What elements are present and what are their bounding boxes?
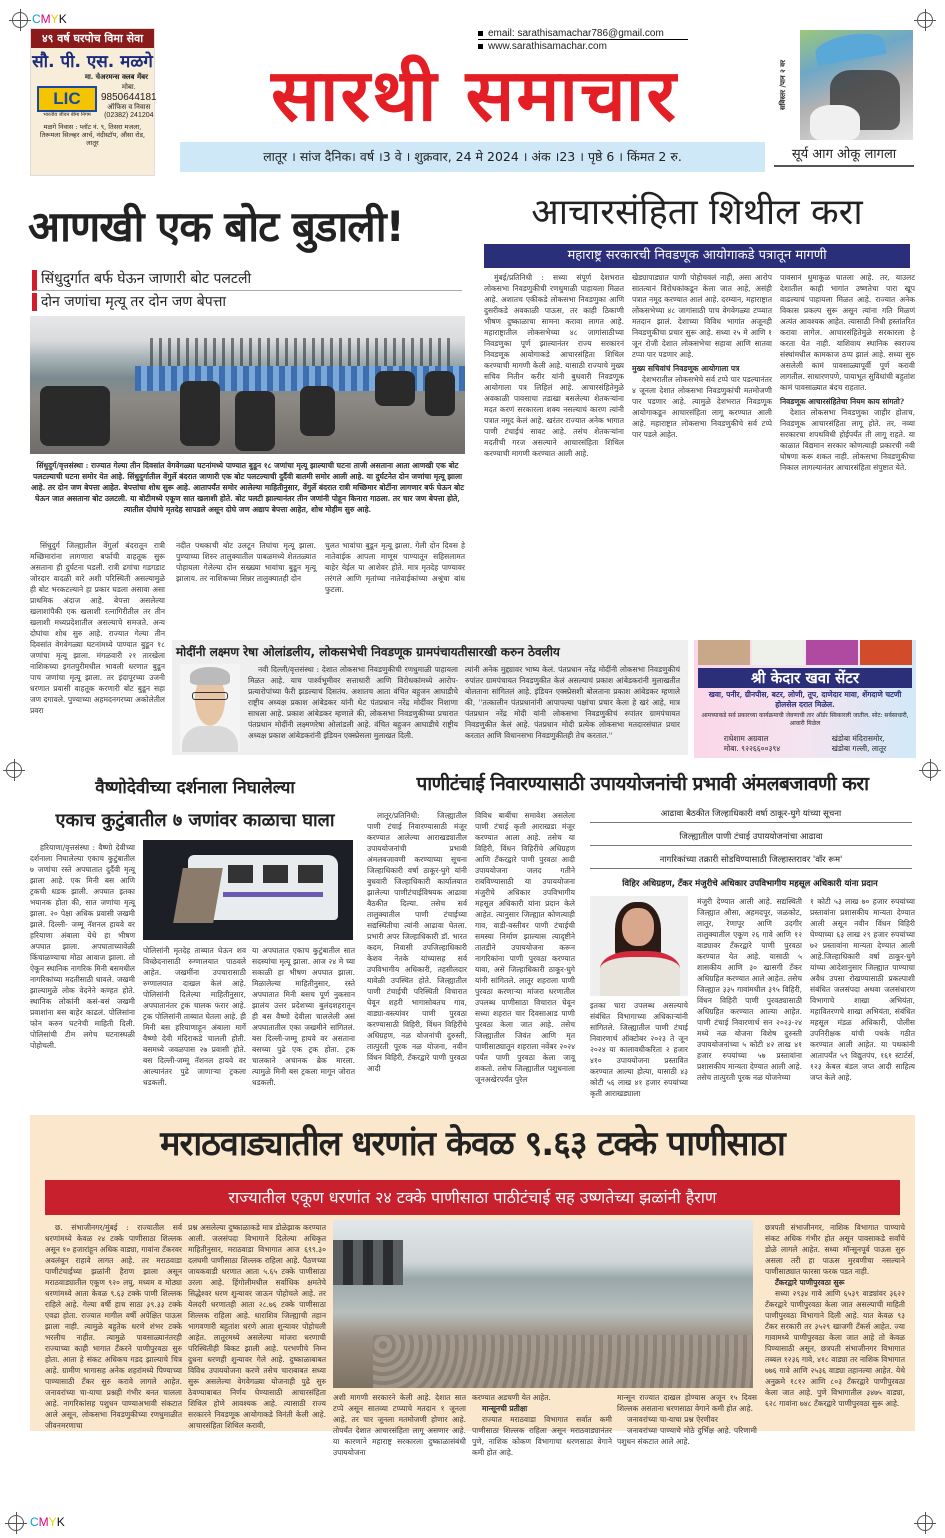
- lead-col-1: सिंधुदुर्ग जिल्ह्यातील वेंगुर्ला बंदरातून रात्री मच्छिमारांना लागणारा बर्फाची वाहतूक सुरू असताना ही दुर्घटना घडली. रात्री ढगांचा गडगडाट जोरदार वादळी वारे अशी परिस्थिती असल्यामुळे ही बोट भरकटल्याने हा प्रकार घडला असावा असा प्राथमिक अंदाज आहे. बेपत्ता असलेल्या खलाशांपैकी एक खलाशी रत्नागिरीतील तर तीन खलाशी मध्यप्रदेशातील असल्याचे समजते. अन्य दोघांचा शोध सुरु आहे. राज्यात गेल्या तीन दिवसांत वेगवेगळ्या घटनांमध्ये पाण्यात बुडून १८ जणांचा मृत्यू झाला. मंगळवारी २१ तारखेला नाशिकच्या इगतपुरीमधील भावली धरणात बुडून पाच जणांचा मृत्यू झाला. तर इंदापूरच्या उजनी धरणात प्रवासी वाहतूक करणारी बोट बुडून सहा जण दगावले. पुण्याच्या अहमदनगरच्या अकोलेतील प्रवरा: [30, 541, 165, 715]
- ad-kedar-title: श्री केदार खवा सेंटर: [698, 668, 912, 688]
- lic-logo-caption: भारतीय जीवन बीमा निगम: [43, 111, 91, 118]
- water-col-5: १ कोटी ५३ लाख ७० हजार रुपयांच्या प्रस्तावांना प्रशासकीय मान्यता देण्यात आली असून नवीन विंधन विहिरी घेण्याच्या ६३ लाख २९ हजार रुपयांच्या ७२ प्रस्तावांना मान्यता देण्यात आली आहे.जिल्हाधिकारी वर्षा ठाकूर-घुगे यांच्या आदेशानुसार जिल्ह्यात पाण्याचा अवैध उपसा रोखण्यासाठी प्रकल्पाशी संबंधित जलसंपदा अथवा जलसंधारण विभागाचे शाखा अभियंता, महावितरणचे शाखा अभियंता, संबंधित महसूल मंडळ अधिकारी, पोलीस उपनिरीक्षक यांची पथके गठीत करण्यात आली आहेत. या पथकांनी आतापर्यंत ५९ विद्युतपंप, १६१ स्टार्टर्स, १२३ केबल बंडल जप्त आदी साहित्य जप्त केले आहे.: [810, 897, 915, 1082]
- modi-story-photo: [180, 664, 240, 752]
- water-point-2: जिल्ह्यातील पाणी टंचाई उपाययोजनांचा आढावा: [590, 828, 912, 846]
- cmyk-mark-bottom: CMYK: [30, 1515, 65, 1529]
- ad-lic-banner: ४९ वर्ष घरपोच विमा सेवा: [31, 29, 154, 48]
- achar-col-3: पावसानं धुमाकूळ घातला आहे. तर, याउलट देशातील काही भागांत उष्णतेचा पारा खूप वाढल्याचं पाहायला मिळत आहे. राज्यात अनेक विकास प्रकल्प सुरू असून त्यांना गति मिळणं अत्यंत आवश्यक आहेत. त्यासाठी निधी हस्तांतरित करावा लागेल. आचारसंहितेमुळे सरकारला हे करता येत नाही. याशिवाय स्थानिक स्वराज्य संस्थांमधील कामकाज ठप्प झालं आहे. सध्या सुरु असलेली कामं पावसाळ्यापूर्वी पूर्ण करावी लागतील. साधारणपणे, पायाभूत सुविधांची बहुतांश कामं पावसाळ्यात बंदच राहतात.: [780, 273, 915, 392]
- water-col-1: लातूर/प्रतिनिधी: जिल्ह्यातील पाणी टंचाई निवारण्यासाठी मंजूर करण्यात आलेल्या आराखड्यातील उपाययोजनांची प्रभावी अंमलबजावणी करण्याच्या सूचना जिल्हाधिकारी वर्षा ठाकूर-घुगे यांनी बुधवारी जिल्हाधिकारी कार्यालयात झालेल्या पाणीटंचाईविषयक आढावा बैठकीत दिल्या. तसेच सर्व तालुक्यातील पाणी टंचाईच्या सद्यस्थितीचा त्यांनी आढावा घेतला. प्रभारी अपर जिल्हाधिकारी डॉ. भारत कदम, निवासी उपजिल्हाधिकारी केशव नेतके यांच्यासह सर्व उपविभागीय अधिकारी, तहसीलदार यावेळी उपस्थित होते. जिल्ह्यातील पाणी टंचाईची परिस्थिती विचारात घेवून शहरी भागासोबतच गाव, वाड्या-वस्त्यांवर पाणी पुरवठा करण्यासाठी विहिरी, विंधन विहिरींचे अधिग्रहण, नळ योजनांची दुरुस्ती, तात्पुरती पूरक नळ योजना, नवीन विंधन विहिरी, टँकरद्वारे पाणी पुरवठा आदी: [367, 811, 467, 1073]
- water-col-2: विविध बाबींचा समावेश असलेला पाणी टंचाई कृती आराखडा मंजूर करण्यात आला आहे. तसेच या विहिरी, विंधन विहिरींचे अधिग्रहण आणि टँकरद्वारे पाणी पुरवठा आदी उपाययोजना जलद गतीने राबविण्यासाठी या उपाययोजना मंजुरीचे अधिकार उपविभागीय महसूल अधिकारी यांना प्रदान केले आहेत. त्यानुसार जिल्ह्यात कोणत्याही गाव, वाडी-वस्तीवर पाणी टंचाईची समस्या निर्माण झाल्यास त्यादृष्टीने तातडीने उपाययोजना करून नागरिकांना पाणी पुरवठा करण्यात यावा, असे जिल्हाधिकारी ठाकूर-घुगे यांनी सांगितले. लातूर शहराला पाणी पुरवठा करणाऱ्या मांजरा धरणातील उपलब्ध पाणीसाठा विचारात घेवून सध्या शहरात चार दिवसाआड पाणी पुरवठा केला जात आहे. तसेच जिल्ह्यातील जिवंत आणि मृत पाणीसाठ्यातून शहराला नवेंबर २०२४ पर्यंत पाणी पुरवठा केला जावू शकतो. तसेच जिल्ह्यातील पशुधनाला जूनअखेरपर्यंत पुरेल: [475, 811, 575, 1084]
- masthead-website[interactable]: www.sarathisamachar.com: [478, 41, 607, 52]
- marathwada-col-3: अशी मागणी सरकारने केली आहे. देशात सात टप्पे असून सातव्या टप्प्याचे मतदान १ जूनला आहे. तर चार जूनला मतमोजणी होणार आहे. तोपर्यंत देशात आचारसंहिता लागू असणार आहे. या कारणाने महाराष्ट्र सरकारला दुष्काळासंबंधी उपाययोजना: [333, 1393, 466, 1457]
- modi-col-2: त्यांनी अनेक मुद्द्यावर भाष्य केलं. पंतप्रधान नरेंद्र मोदींनी लोकसभा निवडणुकीचं रुपांतर ग्रामपंचायत निवडणुकीत केलं असल्याचं प्रकाश आंबेडकरांनी मुलाखतीत बोलताना सांगितलं आहे. इंडियन एक्स्प्रेसशी बोलताना प्रकाश आंबेडकर म्हणाले की, ''तत्कालीन पंतप्रधानांनी आपापल्या पक्षांचा प्रचार केला हे खरं आहे, मात्र पंतप्रधान नरेंद्र मोदी यांनी लोकसभा निवडणुकीचं रुपांतर ग्रामपंचायत निवडणुकीत केलं आहे. पंतप्रधान मोदी प्रत्येक लोकसभा मतदारसंघात प्रचार करतात आणि विधानसभा निवडणुकीतही तेच करतात.'': [465, 665, 680, 740]
- vaishno-col-2: पोलिसांनी मृतदेह ताब्यात घेऊन शव विच्छेदनासाठी रुग्णालयात पाठवले आहेत. जखमींना उपचारासाठी रुग्णालयात दाखल केलं आहे. पोलिसांनी दिलेल्या माहितीनुसार, अपघातानंतर ट्रक चालक फरार आहे. ट्रक पोलिसांनी ताब्यात घेतला आहे. ही मिनी बस हरियाणाहून अंबाला मार्गे वैष्णो देवी मंदिराकडे चालली होती. बसमध्ये जवळपास २७ प्रवासी होते. बस दिल्ली-जम्मू नॅशनल हायवे वर आल्यानंतर पुढे जाणाऱ्या ट्रकला धडकली.: [143, 946, 246, 1087]
- dateline: लातूर । सांज दैनिक। वर्ष ।3 वे । शुक्रवार, 24 मे 2024 । अंक ।23 । पृष्ठे 6 । किंमत 2 रु.: [180, 142, 765, 172]
- vaishno-col-1: हरियाणा/वृत्तसंस्था : वैष्णो देवीच्या दर्शनाला निघालेल्या एकाच कुटुंबातील ७ जणांचा रस्ते अपघातात दुर्दैवी मृत्यू झाला आहे. एक मिनी बस आणि ट्रकची धडक झाली. अपघात इतका भयानक होता की, सात जणांचा मृत्यू झाला. २० पेक्षा अधिक प्रवासी जखमी झाले. दिल्ली- जम्मू नॅशनल हायवे वर हरियाणा अंबाला येथे हा भीषण अपघात झाला. अपघाताच्यावेळी किंचाळण्याचा मोठा आवाज झाला. तो ऐकून स्थानिक नागरिक मिनी बसमधील नागरिकांच्या मदतीसाठी धावले. जखमी झाल्यामुळे लोक वेदनेने कण्हत होते. स्थानिक लोकांनी कसं-बसं जखमी प्रवाशांना बस बाहेर काढलं. पोलिसांना फोन करुन घटनेची माहिती दिली. पोलिसांची टीम लगेच घटनास्थळी पोहोचली.: [30, 843, 135, 1050]
- ad-lic-title: मा. चेअरमन्स क्लब मेंबर: [84, 72, 148, 81]
- marathwada-subheading-fodder: जनावरांच्या चा-याचा प्रश्न ऐरणीवर: [627, 1415, 718, 1424]
- lead-intro: सिंधुदुर्ग/वृत्तसंस्था : राज्यात गेल्या तीन दिवसांत वेगवेगळ्या घटनांमध्ये पाण्यात बुडून १८ जणांचा मृत्यू झाल्याची घटना ताजी असताना आता आणखी एक बोट पलटल्याची घटना समोर येत आहे. सिंधुदुर्गातील वेंगुर्ले बंदरात जाणारी एक बोट पलटल्याची दुर्दैवी बातमी समोर आली आहे. या दुर्घटनेत दोन जणांचा मृत्यू झाला आहे. तर दोन जण बेपत्ता आहेत. बेपत्तांचा शोध सुरू आहे. आतापर्यंत समोर आलेल्या माहितीनुसार, वेंगुर्ले बंदरात रात्री मच्छिमार बोटींना लागणार बर्फ घेऊन बोट घेऊन जात असताना बोट उलटली. या बोटीमध्ये एकूण सात खलाशी होते. बोट पलटी झाल्यानंतर तीन जणांनी पोहून किनारा गाठला. तर चार जण बेपत्ता होते, त्यातील दोघांचे मृतदेह सापडले असून दोघे जण अद्याप बेपत्ता आहेत, शोध मोहीम सुरु आहे.: [30, 461, 465, 514]
- registration-mark-icon: [6, 762, 22, 778]
- teaser-caption[interactable]: सूर्य आग ओकू लागला: [774, 144, 914, 167]
- ad-kedar-items: खवा, पनीर, ग्रीनपीस, बटर, लोणी, तूप, दाणेदार मावा, शेंगदाणे चटणी होलसेल दरात मिळेल.: [708, 690, 902, 709]
- registration-mark-icon: [917, 12, 933, 28]
- collector-photo: [590, 896, 688, 996]
- masthead-email[interactable]: email: sarathisamachar786@gmail.com: [478, 28, 688, 40]
- lead-subhead-2: दोन जणांचा मृत्यू तर दोन जण बेपत्ता: [32, 293, 226, 311]
- ad-kedar-address-1: खंडोबा मंदिरासमोर,: [831, 734, 885, 743]
- cmyk-mark-top: CMYK: [32, 12, 67, 26]
- marathwada-col-5a: मान्सून राज्यात दाखल होण्यास अजून १५ दिवस शिल्लक असताना धरणसाठा वेगाने कमी होत आहे.: [617, 1393, 757, 1413]
- water-col-4: मंजुरी देण्यात आली आहे. सद्यस्थिती जिल्ह्यात औसा, अहमदपूर, जळकोट, लातूर, रेणापूर आणि उदगीर तालुक्यातील एकूण २६ गावे आणि १२ वाड्यावर टँकरद्वारे पाणी पुरवठा करण्यात येत आहे. यासाठी ५ शासकीय आणि ३० खासगी टँकर अधिग्रहित करण्यात आले आहेत. तसेच जिल्ह्यात ३३५ गावांमधील ३९५ विहिरी, विंधन विहिरी पाणी पुरवठ्यासाठी अधिग्रहित करण्यात आल्या आहेत. पाणी टंचाई निवारणार्थ सन २०२३-२४ मध्ये नळ योजना विशेष दुरुस्ती उपाययोजनांच्या ५ कोटी ४२ लाख ४१ हजार रुपयांच्या ५७ प्रस्तावांना प्रशासकीय मान्यता देण्यात आली आहे. तसेच तात्पुरती पूरक नळ योजनेच्या: [697, 897, 802, 1082]
- water-headline[interactable]: पाणीटंचाई निवारण्यासाठी उपाययोजनांची प्रभावी अंमलबजावणी करा: [416, 773, 869, 795]
- vaishno-headline-2[interactable]: एकाच कुटुंबातील ७ जणांवर काळाचा घाला: [55, 810, 335, 831]
- marathwada-col-2: प्रश्न असलेल्या दुष्काळाकडे मात्र डोळेझाक करण्यात आली. जलसंपदा विभागाने दिलेल्या अधिकृत माहितीनुसार, मराठवाडा विभागात आज ६९९.३० दलघमी पाणीसाठा शिल्लक राहिला आहे. पैठणच्या जायकवाडी धरणात आता ५.६५ टक्के पाणीसाठा उरला आहे. हिंगोलीमधील सर्वाधिक क्षमतेचे सिद्धेश्वर धरण शुन्यावर जाऊन पोहोचले आहे. तर येलदरी धरणातही आता २८.७६ टक्के पाणीसाठा शिल्लक राहिला आहे. धाराशिव जिल्ह्याची तहान भागवणारी बहुतांश धरणे आता शुन्यावर पोहोचली आहेत. लातूरमध्ये असलेल्या मांजरा धरणाची परिस्थितीही बिकट झाली आहे. परभणीचे निम्न दुधना धरणही शुन्यावर गेले आहे. दुष्काळाबाबत विविध उपाययोजना करणे तसेच चाराबाबत सध्या सुरू असलेल्या वेगवेगळ्या योजनाही पुढे सुरु ठेवण्याबाबत निर्णय घेण्यासाठी आचारसंहिता शिथिल होणे आवश्यक आहे. त्यासाठी राज्य सरकारने निवडणूक आयोगाकडे विनंती केली आहे. आचारसंहिता शिथिल करावी,: [188, 1223, 326, 1430]
- marathwada-headline[interactable]: मराठवाड्यातील धरणांत केवळ ९.६३ टक्के पाणीसाठा: [160, 1124, 785, 1164]
- lead-headline[interactable]: आणखी एक बोट बुडाली!: [28, 202, 404, 251]
- ad-kedar-note: आमच्याकडे सर्व प्रकारच्या कार्यक्रमाची जेवणाची तार ऑर्डर स्विकारली जातील. सोट: सर्वसाधारी, आवारी मिळेल: [701, 712, 909, 727]
- registration-mark-icon: [8, 1515, 24, 1531]
- marathwada-subhead: राज्यातील एकूण धरणांत २४ टक्के पाणीसाठा पाठीटंचाई सह उष्णतेच्या झळांनी हैराण: [45, 1180, 900, 1215]
- achar-col-2-cont: देशभरातील लोकसभेचे सर्व टप्पे पार पडल्यानंतर ४ जूनला देशात लोकसभा निवडणुकांची मतमोजणी पार पडणार आहे. त्यामुळे देशभरात निवडणूक आयोगाकडून आचारसंहिता लागू करण्यात आली आहे. महाराष्ट्रात लोकसभा निवडणुकीचे सर्व टप्पे पार पडले आहेत.: [632, 375, 772, 439]
- vaishno-photo[interactable]: [143, 840, 353, 940]
- ad-kedar[interactable]: [694, 640, 916, 758]
- mobile-label: मोबा.: [121, 84, 136, 91]
- water-subhead: विहिर अधिग्रहण, टँकर मंजुरीचे अधिकार उपविभागीय महसूल अधिकारी यांना प्रदान: [622, 879, 878, 889]
- modi-headline[interactable]: मोदींनी लक्ष्मण रेषा ओलांडलीय, लोकसभेची निवडणूक ग्रामपंचायतीसारखी करुन ठेवलीय: [176, 645, 560, 659]
- modi-col-1: नवी दिल्ली/वृत्तसंस्था : देशात लोकसभा निवडणुकीची रणधुमाळी पाहायला मिळत आहे. याच पार्श्वभूमीवर सत्ताधारी आणि विरोधकांमध्ये आरोप-प्रत्यारोपांच्या फैरी झडल्याचं दिसतंय. अशातच आता वंचित बहुजन आघाडीचे राष्ट्रीय अध्यक्ष प्रकाश आंबेडकर यांनी थेट पंतप्रधान नरेंद्र मोदींवर निशाणा साधला आहे. प्रकाश आंबेडकर म्हणाले की, लोकसभा निवडणुकीच्या प्रचारात पंतप्रधान मोदींनी लक्ष्मणरेषा ओलांडली आहे. वंचित बहुजन आघाडीचे राष्ट्रीय अध्यक्ष प्रकाश आंबेडकरांनी इंडियन एक्स्प्रेसला मुलाखत दिली.: [248, 665, 458, 740]
- water-col-3: इतका चारा उपलब्ध असल्याचे संबंधित विभागाच्या अधिकाऱ्यांनी सांगितले. जिल्ह्यातील पाणी टंचाई निवारणार्थ ऑक्टोबर २०२३ ते जून २०२४ या कालावधीकरिता २ हजार ४१० उपाययोजना प्रस्तावित करण्यात आल्या होत्या, यासाठी ४३ कोटी ५६ लाख ४१ हजार रुपयांच्या कृती आराखड्याला: [590, 1001, 688, 1098]
- achar-col-3-cont: देशात लोकसभा निवडणुका जाहीर होताच, निवडणूक आचारसंहिता लागू होते. तर, नव्या सरकारचा शपथविधी होईपर्यंत ती लागू राहते. या काळात विद्यमान सरकार कोणत्याही प्रकारची नवी घोषणा करू शकत नाही. लोकसभा निवडणुकीचा निकाल लागल्यानंतर आचारसंहिता संपुष्टात येते.: [780, 408, 915, 472]
- achar-subheading-3: निवडणूक आचारसंहितेचा नियम काय सांगतो?: [780, 397, 905, 406]
- achar-subhead: महाराष्ट्र सरकारची निवडणूक आयोगाकडे पत्रातून मागणी: [484, 244, 910, 268]
- ad-kedar-address-2: खंडोबा गल्ली, लातूर: [831, 744, 887, 753]
- teaser-photo[interactable]: [800, 30, 913, 140]
- office-phone: (02382) 241204: [104, 111, 154, 119]
- marathwada-subheading-monsoon: मान्सूनची प्रतीक्षा: [482, 1404, 528, 1413]
- achar-col-2: खेड्यापाड्यात पाणी पोहोचवलं नाही, असा आरोप सातत्यानं विरोधकांकडून केला जात आहे, असंही पत्रात नमूद करण्यात आलं आहे. दरम्यान, महाराष्ट्रात लोकसभेच्या ४८ जागांसाठी पाच वेगवेगळ्या टप्प्यात मतदान झालं. देशाच्या विविध भागांत अजूनही निवडणुकीचा प्रचार सुरू आहे. सध्या २५ मे आणि १ जून रोजी देशात लोकसभेचा सहावा आणि सातवा टप्पा पार पडणार आहे.: [632, 273, 772, 359]
- ad-kedar-owner: राधेशाम अग्रवाल: [723, 734, 769, 743]
- marathwada-col-6: छत्रपती संभाजीनगर, नाशिक विभागात पाण्याचे संकट अधिक गंभीर होत असून पावसाकडे सर्वांचे डोळे लागले आहेत. सध्या मॉन्सूनपूर्व पाऊस सुरु असला तरी हा पाऊस मुरवणीचा नसल्याने पाणीसाठ्यात फारसा फरक पडत नाही.: [765, 1223, 905, 1276]
- teaser-page-ref: सविस्तर /पान २ वर: [778, 60, 787, 110]
- marathwada-col-4b: राज्यात मराठवाडा विभागात सर्वात कमी पाणीसाठा शिल्लक राहिला असून मराठवाड्यानंतर पुणे, नाशिक कोकण विभागाचा धरणसाठा वेगाने कमी होत आहे.: [472, 1415, 612, 1457]
- ad-lic-address: मळगे निवास : प्लॉट नं. ९, तिसरा मजला, तिरूमला सिल्व्हर आर्च, नंदीस्टॉप, औसा रोड, लातूर: [39, 122, 146, 147]
- mobile-number: 9850644181: [101, 92, 157, 104]
- lead-photo[interactable]: [30, 316, 465, 454]
- water-point-3: नागरिकांच्या तक्रारी सोडविण्यासाठी जिल्हास्तरावर 'वॉर रूम': [590, 851, 912, 869]
- registration-mark-icon: [922, 762, 938, 778]
- registration-mark-icon: [917, 1515, 933, 1531]
- achar-subheading-2: मुख्य सचिवांचं निवडणूक आयोगाला पत्र: [632, 364, 740, 373]
- marathwada-col-1: छ. संभाजीनगर/मुंबई : राज्यातील सर्व धरणांमध्ये केवळ २४ टक्के पाणीसाठा शिल्लक असून १० हजारांहून अधिक वाड्या, गावांना टँकरवर अवलंबून राहावे लागत आहे. तर मराठवाडा पाणीटंचाईच्या झळांनी हैराण झाला असून मराठवाड्यातील एकूण ९२० लघु, मध्यम व मोठ्या धरणांमध्ये आता केवळ ९.६३ टक्के पाणी शिल्लक राहिले आहे. गेल्या वर्षी हाच साठा ३९.३३ टक्के एवढा होता. राज्यात मागील वर्षी अपेक्षित पाऊस झाला नाही. त्यामुळे बहुतेक धरणे शंभर टक्के भरलीच नाहीत. त्यामुळे पावसाळ्यानंतरही राज्याच्या काही भागात टँकरने पाणीपुरवठा सुरु होता. आता हे संकट अधिकच गडद झाल्याचे चित्र आहे. ग्रामीण भागासह अनेक शहरांमध्ये पिण्याच्या पाण्यासाठी टँकर सुरु करावे लागले आहेत. जनावरांच्या चा-याचा प्रश्नही गंभीर बनत चालला आहे. नागरिकांसह पशुधन पाण्याअभावी संकटात आले असून, लोकसभा निवडणुकीच्या रणधुमाळीत जीवनमरणाचा: [45, 1223, 182, 1430]
- registration-mark-icon: [12, 12, 28, 28]
- marathwada-col-6b: सध्या २९३४ गावे आणि ६५३९ वाड्यांवर ३६२२ टँकरद्वारे पाणीपुरवठा केला जात असल्याची माहिती पाणीपुरवठा विभागाने दिली आहे. यात केवळ ९३ टँकर सरकारी तर ३५२९ खाजगी टँकर्स आहेत. ज्या गावामध्ये पाणीपुरवठा केला जात आहे तो केवळ पिण्यासाठी असून, छत्रपती संभाजीनगर विभागात तब्बल १२३६ गावे, ४१८ वाड्या तर नाशिक विभागात ७७६ गावे आणि २५३६ वाड्या तहानल्या आहेत. येथे अनुक्रमे १८१२ आणि ८०३ टँकरद्वारे पाणीपुरवठा केला जात आहे. पुणे विभागातील ३४७५ वाड्या, ६२८ गावांना ७४८ टँकरद्वारे पाणीपुरवठा सुरू आहे.: [765, 1289, 905, 1408]
- lic-logo-icon: LIC: [37, 86, 97, 112]
- vaishno-headline-1[interactable]: वैष्णोदेवीच्या दर्शनाला निघालेल्या: [95, 778, 295, 798]
- lead-subhead-1: सिंधुदुर्गात बर्फ घेऊन जाणारी बोट पलटली: [32, 270, 462, 291]
- water-point-1: आढावा बैठकीत जिल्हाधिकारी वर्षा ठाकूर-घुगे यांच्या सूचना: [590, 805, 912, 823]
- lead-col-3: चुलत भावांचा बुडून मृत्यू झाला. गेली दोन दिवस हे नातेवाईक आपला माणूस पाण्यातून सहिसलामत बाहेर येईल या आशेवर होते. मात्र मृतदेह पाण्यावर तरंगले आणि मृतांच्या नातेवाईकांच्या अश्रूंचा बांध फुटला.: [325, 541, 465, 594]
- marathwada-col-5b: जनावरांच्या पाण्याचे मोठे दुर्भिक्ष आहे. परिणामी पशुधन संकटात आले आहे.: [617, 1426, 757, 1446]
- ad-lic[interactable]: [30, 28, 155, 176]
- lead-col-2: नदीत पथकाची बोट उलटून तिघांचा मृत्यू झाला. पुण्याच्या शिरुर तालुक्यातील पाबळमध्ये शेततळ्यात पोहायला गेलेल्या दोन सख्ख्या भावांचा बुडून मृत्यू झालाय. तर नाशिकच्या सिन्नर तालुक्यातही दोन: [176, 541, 316, 583]
- marathwada-col-4a: करण्यात अडचणी येत आहेत.: [472, 1393, 551, 1402]
- ad-lic-agent: सौ. पी. एस. मळगे: [32, 52, 153, 72]
- achar-col-1: मुंबई/प्रतिनिधी : सध्या संपूर्ण देशभरात लोकसभा निवडणुकीची रणधुमाळी पाहायला मिळत आहे. अशातच एकीकडे लोकसभा निवडणुका आणि दुसरीकडे अवकाळी पाऊस, तर काही ठिकाणी भीषण दुष्काळाचा सामना करावा लागत आहे. महाराष्ट्रातील लोकसभेच्या ४८ जागांसाठीच्या निवडणुका पूर्ण झाल्यानंतर राज्य सरकारनं निवडणूक आयोगाकडे आचारसंहिता शिथिल करण्याची मागणी केली आहे. यासाठी राज्याचे मुख्य सचिव नितीन करीर यांनी बुधवारी निवडणूक आयोगाला पत्र लिहिलं आहे. आचारसंहितेमुळे अवकाळी पावसाचा तडाखा बसलेल्या शेतकऱ्यांना मदत करणं सरकारला शक्य नसल्याचं कारण त्यांनी पत्रात नमूद केलं आहे. खरंतर राज्यात अनेक भागात पाणी टंचाईचं सावट आहे. तसंच शेतकऱ्यांना मदतीची गरज असल्याने आचारसंहिता शिथिल करण्याची मागणी करण्यात आली आहे.: [484, 273, 624, 458]
- newspaper-title: सारथी समाचार: [271, 53, 678, 137]
- dam-photo[interactable]: [333, 1220, 753, 1388]
- ad-kedar-mobile: मोबा. ९२२६६००३९४: [723, 744, 781, 753]
- office-label: ऑफिस व निवास: [107, 103, 151, 111]
- marathwada-subheading-tanker: टँकरद्वारे पाणीपुरवठा सुरू: [775, 1278, 845, 1287]
- vaishno-col-3: या अपघातात एकाच कुटुंबातील सात सदस्यांचा मृत्यू झाला. आज २४ मे च्या सकाळी हा भीषण अपघात झाला. मिळालेल्या माहितीनुसार, रस्ते अपघातात मिनी बसच पूर्ण नुकसान झालंय उत्तर प्रदेशच्या बुलंदशहरातून ही बस वैष्णो देवीला चाललेली असं अपघातातील एका जखमीने सांगितलं. बस दिल्ली-जम्मू हायवे वर असताना बसच्या पुढे एक ट्रक होता. ट्रक चालकाने अचानक ब्रेक मारला. त्यामुळे मिनी बस ट्रकला मागून जोरात धडकली.: [252, 946, 355, 1087]
- achar-headline[interactable]: आचारसंहिता शिथील करा: [531, 192, 863, 233]
